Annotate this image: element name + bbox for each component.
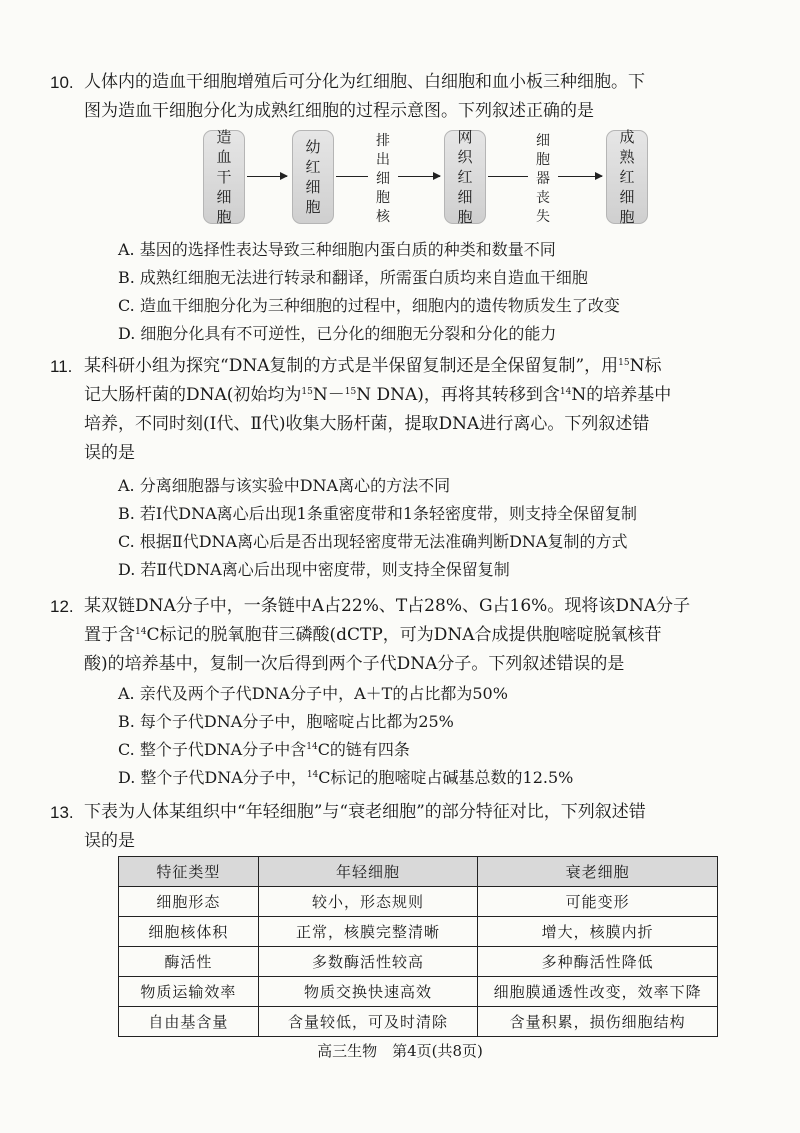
- question-10: [50, 68, 734, 126]
- arrow-line: [336, 176, 368, 177]
- cell-box-mature-rbc: 成 熟 红 细 胞: [606, 130, 648, 224]
- arrow: [558, 176, 602, 177]
- question-12-options: [118, 680, 738, 792]
- table-header: 特征类型: [119, 857, 259, 887]
- question-stem-line: 误的是: [84, 831, 135, 851]
- question-stem-line: 下表为人体某组织中“年轻细胞”与“衰老细胞”的部分特征对比，下列叙述错: [84, 802, 646, 822]
- option-d: D. 细胞分化具有不可逆性，已分化的细胞无分裂和分化的能力: [118, 324, 557, 343]
- option-b: B. 若Ⅰ代DNA离心后出现1条重密度带和1条轻密度带，则支持全保留复制: [118, 504, 637, 523]
- question-12: [50, 592, 734, 679]
- table-cell: 多种酶活性降低: [478, 947, 718, 977]
- step-label-organelle-loss: 细 胞 器 丧 失: [536, 133, 550, 225]
- question-11: [50, 352, 734, 468]
- option-b: B. 成熟红细胞无法进行转录和翻译，所需蛋白质均来自造血干细胞: [118, 268, 588, 287]
- table-row: [119, 1007, 718, 1037]
- arrow: [247, 176, 287, 177]
- table-cell: 较小，形态规则: [258, 887, 478, 917]
- step-label-enucleation: 排 出 细 胞 核: [376, 133, 390, 225]
- option-d: D. 整个子代DNA分子中，$^{14}$C标记的胞嘧啶占碱基总数的12.5%: [118, 768, 574, 787]
- comparison-table: [118, 856, 718, 1037]
- table-cell: 含量积累，损伤细胞结构: [478, 1007, 718, 1037]
- table-cell: 增大，核膜内折: [478, 917, 718, 947]
- question-number: 10.: [50, 73, 74, 92]
- question-10-options: [118, 236, 738, 348]
- table-cell: 含量较低，可及时清除: [258, 1007, 478, 1037]
- cell-box-hsc: 造 血 干 细 胞: [203, 130, 245, 224]
- option-c: C. 造血干细胞分化为三种细胞的过程中，细胞内的遗传物质发生了改变: [118, 296, 620, 315]
- question-stem-line: 某科研小组为探究“DNA复制的方式是半保留复制还是全保留复制”，用$^{15}$N标: [84, 356, 662, 376]
- option-a: A. 分离细胞器与该实验中DNA离心的方法不同: [118, 476, 451, 495]
- question-number: 13.: [50, 803, 74, 822]
- page-footer: 高三生物 第4页(共8页): [317, 1042, 483, 1060]
- question-13: [50, 798, 734, 856]
- table-cell: 细胞膜通透性改变，效率下降: [478, 977, 718, 1007]
- option-a: A. 亲代及两个子代DNA分子中，A＋T的占比都为50%: [118, 684, 508, 703]
- question-stem-line: 误的是: [84, 443, 135, 463]
- table-cell: 物质运输效率: [119, 977, 259, 1007]
- question-stem-line: 培养，不同时刻(Ⅰ代、Ⅱ代)收集大肠杆菌，提取DNA进行离心。下列叙述错: [84, 414, 650, 434]
- option-c: C. 根据Ⅱ代DNA离心后是否出现轻密度带无法准确判断DNA复制的方式: [118, 532, 628, 551]
- table-cell: 细胞形态: [119, 887, 259, 917]
- cell-box-proerythroblast: 幼 红 细 胞: [292, 130, 334, 224]
- table-cell: 自由基含量: [119, 1007, 259, 1037]
- question-number: 12.: [50, 597, 74, 616]
- table-cell: 正常，核膜完整清晰: [258, 917, 478, 947]
- table-cell: 细胞核体积: [119, 917, 259, 947]
- question-stem-line: 某双链DNA分子中，一条链中A占22%、T占28%、G占16%。现将该DNA分子: [84, 596, 691, 616]
- table-header: 年轻细胞: [258, 857, 478, 887]
- arrow: [398, 176, 440, 177]
- question-11-options: [118, 472, 738, 584]
- table-row: [119, 977, 718, 1007]
- question-stem-line: 置于含$^{14}$C标记的脱氧胞苷三磷酸(dCTP，可为DNA合成提供胞嘧啶脱氧核苷: [84, 625, 662, 645]
- arrow-line: [488, 176, 528, 177]
- table-header: 衰老细胞: [478, 857, 718, 887]
- question-stem-line: 酸)的培养基中，复制一次后得到两个子代DNA分子。下列叙述错误的是: [84, 654, 625, 674]
- table-cell: 物质交换快速高效: [258, 977, 478, 1007]
- question-stem-line: 记大肠杆菌的DNA(初始均为$^{15}$N－$^{15}$N DNA)，再将其转移到含$^{14}$N的培养基中: [84, 385, 672, 405]
- table-row: [119, 947, 718, 977]
- cell-box-reticulocyte: 网 织 红 细 胞: [444, 130, 486, 224]
- table-row: [119, 917, 718, 947]
- table-cell: 可能变形: [478, 887, 718, 917]
- table-row: [119, 887, 718, 917]
- table-header-row: [119, 857, 718, 887]
- table-cell: 酶活性: [119, 947, 259, 977]
- option-a: A. 基因的选择性表达导致三种细胞内蛋白质的种类和数量不同: [118, 240, 556, 259]
- option-b: B. 每个子代DNA分子中，胞嘧啶占比都为25%: [118, 712, 454, 731]
- table-cell: 多数酶活性较高: [258, 947, 478, 977]
- option-d: D. 若Ⅱ代DNA离心后出现中密度带，则支持全保留复制: [118, 560, 510, 579]
- question-stem-line: 图为造血干细胞分化为成熟红细胞的过程示意图。下列叙述正确的是: [84, 101, 594, 121]
- question-stem-line: 人体内的造血干细胞增殖后可分化为红细胞、白细胞和血小板三种细胞。下: [84, 72, 645, 92]
- question-number: 11.: [50, 357, 73, 376]
- option-c: C. 整个子代DNA分子中含$^{14}$C的链有四条: [118, 740, 410, 759]
